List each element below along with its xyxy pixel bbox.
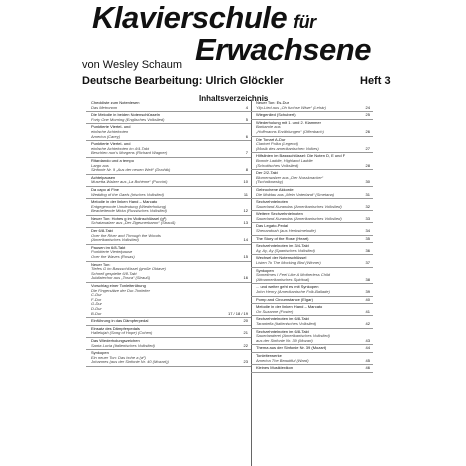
toc-entry-line: Pomp and Circumstance (Elgar)	[256, 297, 313, 302]
toc-entry	[251, 236, 373, 244]
toc-entry-line: B-Dur	[91, 311, 102, 316]
title-word-small: für	[293, 12, 316, 32]
toc-entry-line: Vorschlag einer Tonleiterübung	[91, 284, 146, 288]
toc-entry-line: Neuer Ton: Es-Dur	[256, 101, 290, 105]
toc-entry	[86, 262, 251, 283]
toc-page-number: 39	[365, 289, 370, 294]
toc-entry	[251, 153, 373, 170]
toc-entry-line: Bonnie Laddie, Highland Laddie	[256, 158, 313, 163]
toc-entry-line: Ay, Ay, Ay (Spanisches Volkslied)	[256, 248, 315, 253]
toc-entry-line: Tonleiterwerke	[256, 353, 282, 358]
toc-page-number: 6	[245, 133, 248, 139]
toc-entry-line: America The Beautiful (Ward)	[256, 358, 309, 363]
toc-page-number: 13	[243, 220, 248, 226]
toc-entry-line: Listen To The Mocking Bird (Winner)	[256, 261, 321, 266]
toc-page-number: 42	[365, 320, 370, 326]
toc-page-number: 12	[243, 208, 248, 214]
toc-entry	[86, 216, 251, 228]
toc-entry-line: Schnell gespielte 6/8-Takt	[91, 271, 137, 276]
toc-entry-line: einfache Achtelnoten im 4/4-Takt	[91, 146, 149, 151]
toc-entry	[251, 187, 373, 199]
toc-entry-line: Sauerland-Kurandas (Amerikanisches Volkslied)	[256, 216, 342, 221]
toc-entry-line: (Amerikanisches Volkslied)	[91, 238, 139, 243]
toc-entry-line: (Tschaikowsky)	[256, 180, 284, 185]
toc-entry-line: Punktierte Viertelpause	[91, 250, 133, 255]
toc-entry-line: Santa Lucia (Italienisches Volkslied)	[91, 343, 155, 348]
toc-entry-line: Clarinet Polka (Legend)	[256, 142, 299, 147]
toc-page-number: 32	[365, 203, 370, 209]
toc-entry-line: Musetta-Walzer aus „La Bohème“ (Puccini)	[91, 180, 168, 185]
toc-entry	[86, 112, 251, 124]
toc-page-number: 46	[365, 365, 370, 371]
toc-entry	[86, 175, 251, 187]
toc-entry-line: Gebrochene Akkorde	[256, 187, 294, 192]
toc-entry	[251, 120, 373, 137]
toc-entry	[86, 326, 251, 338]
toc-entry	[251, 199, 373, 211]
toc-page-number: 28	[365, 162, 370, 168]
toc-page-number: 40	[365, 296, 370, 302]
toc-entry-line: Largo aus	[91, 163, 109, 168]
arrangement-credit: Deutsche Bearbeitung: Ulrich Glöckler	[82, 75, 284, 87]
toc-page-number: 31	[365, 191, 370, 197]
toc-entry-line: F-Dur	[91, 297, 102, 302]
toc-entry-line: Achtelpausen	[91, 175, 116, 180]
toc-entry-line: Johannes (aus der Sinfonie Nr. 40 (Mozart))	[91, 360, 169, 365]
toc-entry	[251, 211, 373, 223]
toc-page-number: 10	[243, 179, 248, 185]
toc-entry-line: G-Dur	[91, 302, 102, 307]
toc-entry	[86, 199, 251, 216]
toc-entry-line: Pausen im 6/8-Takt	[91, 245, 126, 250]
toc-entry	[251, 243, 373, 255]
toc-entry-line: Jubilatechor aus „Tosca“ (Strauß)	[91, 276, 151, 281]
toc-entry-line: Shenandoah (aus Herbstmelodie)	[256, 229, 316, 234]
toc-entry-line: Sechzehntelnoten im 6/8-Takt	[256, 317, 309, 322]
toc-page-number: 15	[243, 254, 248, 260]
toc-page-number: 30	[365, 179, 370, 185]
toc-page-number: 8	[245, 167, 248, 173]
toc-entry	[251, 268, 373, 285]
toc-entry-line: (Musik des amerikanischen Volkes)	[256, 146, 319, 151]
toc-page-number: 33	[365, 215, 370, 221]
toc-page-number: 22	[243, 342, 248, 348]
toc-entry-line: Einsatz des Dämpferpedals	[91, 326, 140, 331]
toc-entry-line: Ein neuer Ton: Das hohe a (a²)	[91, 355, 146, 360]
toc-entry-line: Beschlen nun's Morgens (Richard Wagner)	[91, 151, 168, 156]
toc-entry-line: Forty One Morning (Englisches Volkslied)	[91, 117, 165, 122]
toc-entry	[86, 158, 251, 175]
toc-entry-line: Over the Waves (Rosas)	[91, 255, 135, 260]
toc-entry-line: Punktierte Viertel- und	[91, 142, 131, 147]
toc-page-number: 16	[243, 275, 248, 281]
toc-entry	[251, 316, 373, 328]
toc-entry-line: Over the River and Through the Woods	[91, 233, 161, 238]
toc-entry-line: Schatzwalzer aus „Der Zigeunerbaron“ (Strauß)	[91, 221, 176, 226]
toc-page-number: 37	[365, 260, 370, 266]
toc-entry-line: Sechzehntelnoten im 6/8-Takt	[256, 329, 309, 334]
toc-entry	[86, 141, 251, 158]
toc-page-number: 26	[365, 128, 370, 134]
toc-entry-line: America (Carey)	[91, 134, 121, 139]
toc-entry-line: Neuer Ton: Hohes g im Violinschlüssel (g²)	[91, 216, 167, 221]
toc-entry-line: einfache Achtelnoten	[91, 129, 129, 134]
toc-page-number: 20	[243, 318, 248, 324]
toc-page-number: 45	[365, 357, 370, 363]
toc-entry	[86, 338, 251, 350]
toc-entry-line: Sometimes I Feel Like A Motherless Child	[256, 273, 330, 278]
toc-entry-line: Das Metronom	[91, 105, 118, 110]
toc-page-number: 17 / 18 / 19	[227, 310, 248, 316]
toc-entry-line: Tiefes G im Bassschlüssel (große Oktave)	[91, 267, 166, 272]
toc-entry-line: Die Melodie in beiden Notenschlüsseln	[91, 113, 160, 118]
toc-entry	[251, 329, 373, 346]
toc-entry-line: aus der Sinfonie Nr. 39 (Mozart)	[256, 338, 313, 343]
toc-entry	[251, 353, 373, 365]
toc-entry	[251, 345, 373, 353]
toc-entry-line: Melodie in der linken Hand – Marcato	[256, 305, 323, 310]
toc-entry	[86, 124, 251, 141]
toc-entry-line: Sechzehntelnoten	[256, 200, 289, 205]
toc-page-number: 23	[243, 359, 248, 365]
toc-entry	[251, 112, 373, 120]
toc-entry-line: Checkliste zum Notenlesen	[91, 101, 140, 105]
toc-entry-line: D-Dur	[91, 306, 102, 311]
toc-page-number: 44	[365, 345, 370, 351]
volume-label: Heft 3	[360, 75, 391, 87]
toc-entry	[251, 284, 373, 296]
toc-entry	[86, 283, 251, 318]
toc-entry-line: (Schottisches Volkslied)	[256, 163, 299, 168]
toc-page-number: 35	[365, 235, 370, 241]
toc-entry-line: Wiederholung mit 1. und 2. Klammer	[256, 120, 321, 125]
toc-page-number: 21	[243, 330, 248, 336]
toc-page-number: 43	[365, 337, 370, 343]
toc-page-number: 25	[365, 112, 370, 118]
toc-entry-line: Sinfonie Nr. 9 „Aus der neuen Welt“ (Dvořák)	[91, 168, 171, 173]
toc-entry-line: The Story of the Rose (Heart)	[256, 236, 309, 241]
toc-left-column	[86, 100, 252, 466]
toc-entry	[251, 255, 373, 267]
toc-entry-line: John Henry (Amerikanische Folk-Ballade)	[256, 290, 330, 294]
toc-entry-line: Neuer Ton:	[91, 262, 111, 267]
toc-entry	[251, 170, 373, 187]
toc-entry-line: Synkopen	[91, 351, 109, 356]
title-line-2: Erwachsene	[195, 32, 371, 67]
toc-entry-line: Barkarole aus	[256, 125, 281, 130]
toc-entry-line: Das Wiederholungszeichen	[91, 338, 140, 343]
toc-page-number: 7	[245, 150, 248, 156]
toc-entry	[86, 100, 251, 112]
toc-entry-line: Bearbeitende Mirka (Russisches Volkslied)	[91, 209, 167, 214]
toc-entry	[86, 245, 251, 262]
toc-entry	[86, 318, 251, 326]
toc-entry	[251, 304, 373, 316]
toc-entry-line: Kleines Musiklexikon	[256, 366, 294, 371]
toc-entry	[251, 297, 373, 305]
title-line-1	[92, 2, 316, 33]
toc-entry-line: Einführung in das Dämpferpedal	[91, 319, 149, 324]
toc-entry	[86, 228, 251, 245]
author: von Wesley Schaum	[82, 59, 183, 71]
toc-entry-line: On Suzanne (Foster)	[256, 309, 294, 314]
toc-entry-line: Die Tonart A-Dur	[256, 137, 286, 142]
toc-entry-line: Wechsel der Notenschlüssel	[256, 256, 307, 261]
toc-entry-line: Tarantella (Italienisches Volkslied)	[256, 321, 317, 326]
title-word-1: Klavierschule	[92, 0, 288, 35]
toc-entry-line: Der 2/2-Takt	[256, 171, 278, 176]
toc-entry-line: Weitere Sechzehntelnoten	[256, 212, 303, 217]
toc-entry-line: Der 6/8-Takt	[91, 229, 113, 234]
toc-entry	[251, 223, 373, 235]
toc-page-number: 14	[243, 237, 248, 243]
toc-entry-line: Punktierte Viertel- und	[91, 125, 131, 130]
toc-entry	[251, 137, 373, 154]
toc-entry-line: ... und weiter geht es mit Synkopen	[256, 285, 319, 290]
toc-entry-line: Hallelujah (Song of Hope) (Cohen)	[91, 331, 153, 336]
toc-entry	[251, 100, 373, 112]
toc-page-number: 24	[365, 104, 370, 110]
toc-entry-line: Melodie in der linken Hand – Marcato	[91, 200, 158, 205]
toc-entry-line: Das Legato-Pedal	[256, 224, 289, 229]
toc-entry-line: „Hoffmanns Erzählungen“ (Offenbach)	[256, 129, 324, 134]
toc-entry-line: Die Moldau aus „Mein Vaterland“ (Smetana)	[256, 192, 335, 197]
toc-page-number: 38	[365, 276, 370, 282]
toc-heading: Inhaltsverzeichnis	[199, 94, 269, 103]
toc-entry-line: C-Dur	[91, 293, 102, 298]
toc-page-number: 34	[365, 228, 370, 234]
toc-page-number: 4	[245, 104, 248, 110]
toc-page-number: 11	[243, 191, 248, 197]
toc-entry	[86, 350, 251, 367]
toc-entry-line: Wedding of the Gaels (Irisches Volkslied)	[91, 192, 164, 197]
toc-entry-line: Sechzehntelnoten im 3/4-Takt	[256, 244, 309, 249]
toc-entry-line: Ylip-Lied aus „Oh fuchse Wiwe“ (Lehár)	[256, 105, 326, 110]
toc-right-column	[251, 100, 373, 373]
toc-entry-line: Thema aus der Sinfonie Nr. 39 (Mozart)	[256, 346, 327, 351]
toc-page-number: 27	[365, 145, 370, 151]
toc-entry-line: Da capo al Fine	[91, 187, 120, 192]
toc-entry-line: Die Fingersätze der Dur-Tonleiter	[91, 288, 150, 293]
toc-page-number: 36	[365, 247, 370, 253]
toc-entry	[251, 365, 373, 373]
toc-entry-line: (Afroamerikanisches Spiritual)	[256, 277, 310, 282]
toc-entry	[86, 187, 251, 199]
toc-entry-line: Blumenwalzer aus „Der Nussknacker“	[256, 175, 324, 180]
toc-page-number: 41	[365, 308, 370, 314]
toc-entry-line: Sauerlanderei (Amerikanisches Volkslied)	[256, 334, 330, 339]
toc-entry-line: Synkopen	[256, 268, 274, 273]
toc-entry-line: Hilfslinien im Bassschlüssel: Die Noten D, E und F	[256, 154, 346, 159]
toc-entry-line: Sauerland-Kurandas (Amerikanisches Volkslied)	[256, 204, 342, 209]
toc-entry-line: Entgegenoote Umdeutung (Wiederholung)	[91, 204, 167, 209]
toc-entry-line: Ritardando und a tempo	[91, 158, 134, 163]
toc-entry-line: Wiegenlied (Schubert)	[256, 113, 296, 118]
toc-page-number: 5	[245, 116, 248, 122]
